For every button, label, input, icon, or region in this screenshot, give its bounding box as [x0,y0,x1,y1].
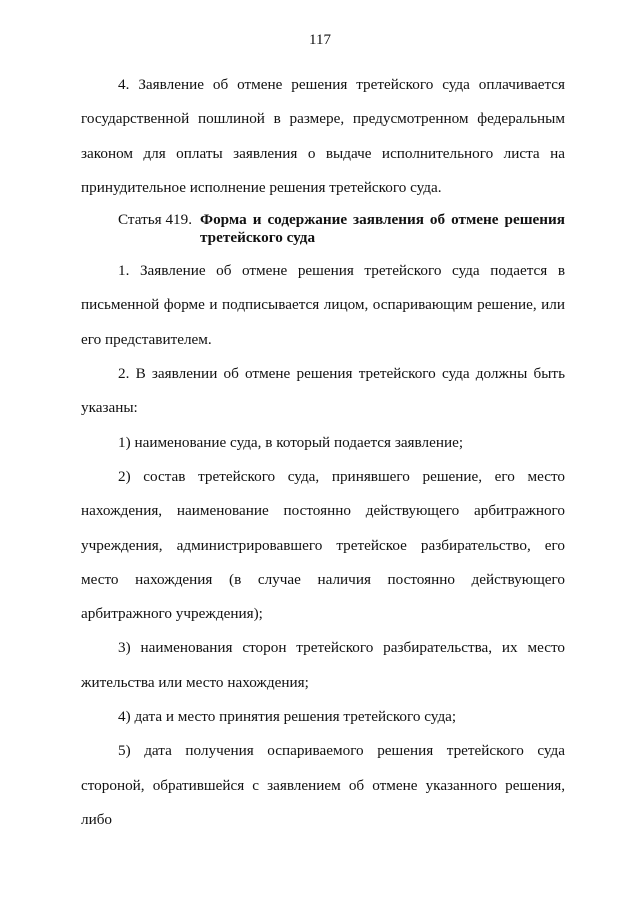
paragraph-1-written-form: 1. Заявление об отмене решения третейского суда подается в письменной форме и подписывается лицом, оспаривающим решение, или его представителем. [81,262,565,348]
list-item-3: 3) наименования сторон третейского разбирательства, их место жительства или место нахождения; [81,639,565,691]
list-item-5: 5) дата получения оспариваемого решения третейского суда стороной, обратившейся с заявлением об отмене указанного решения, либо [81,742,565,828]
page-number: 117 [309,32,331,48]
article-label: Статья 419. [118,211,193,229]
paragraph-4-state-fee: 4. Заявление об отмене решения третейского суда оплачивается государственной пошлиной в размере, предусмотренном федеральным законом для оплаты заявления о выдаче исполнительного листа на принудительное исполнение решения третейского суда. [81,76,565,196]
article-title: Форма и содержание заявления об отмене решения третейского суда [200,211,565,246]
list-item-1: 1) наименование суда, в который подается заявление; [118,433,464,451]
document-body [81,68,565,837]
list-item-4: 4) дата и место принятия решения третейского суда; [118,708,457,726]
list-item-2: 2) состав третейского суда, принявшего решение, его место нахождения, наименование постоянно действующего арбитражного учреждения, администрировавшего третейское разбирательство, его место нахождения (в случае наличия постоянно действующего арбитражного учреждения); [81,467,565,623]
paragraph-2-required-contents: 2. В заявлении об отмене решения третейского суда должны быть указаны: [81,365,565,417]
article-heading [81,211,565,246]
